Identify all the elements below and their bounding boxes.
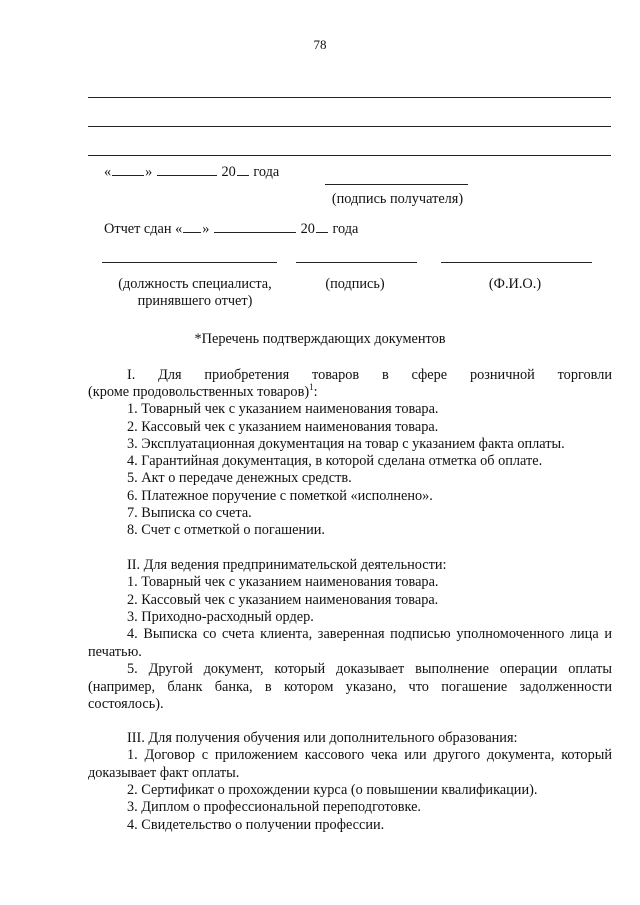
section3-item: 2. Сертификат о прохождении курса (о повышении квалификации). — [127, 782, 538, 798]
section1-item: 6. Платежное поручение с пометкой «исполнено». — [127, 488, 433, 504]
report-submitted-line — [104, 220, 358, 239]
quote-close: » — [145, 164, 153, 180]
blank-line-1 — [88, 97, 611, 98]
section2-item: 1. Товарный чек с указанием наименования товара. — [127, 574, 439, 590]
section1-item: 3. Эксплуатационная документация на товар с указанием факта оплаты. — [127, 436, 565, 452]
receipt-date-line — [104, 163, 279, 182]
section1-item: 4. Гарантийная документация, в которой сделана отметка об оплате. — [127, 453, 543, 469]
section2-item: 4. Выписка со счета клиента, заверенная подписью уполномоченного лица и печатью. — [88, 626, 612, 660]
report-month-blank — [214, 220, 296, 233]
section1-heading-line2 — [88, 384, 318, 402]
report-submitted-label: Отчет сдан « — [104, 221, 183, 237]
day-blank — [112, 163, 144, 176]
section1-heading-colon: : — [313, 384, 318, 400]
section2-heading: II. Для ведения предпринимательской деятельности: — [127, 557, 447, 573]
report-year-blank — [316, 220, 328, 233]
section1-item: 2. Кассовый чек с указанием наименования товара. — [127, 419, 439, 435]
section1-item: 1. Товарный чек с указанием наименования товара. — [127, 401, 439, 417]
signature-line — [296, 262, 417, 263]
documents-title: *Перечень подтверждающих документов — [194, 331, 446, 347]
section1-item: 7. Выписка со счета. — [127, 505, 252, 521]
name-signature-line — [441, 262, 592, 263]
section3-item: 4. Свидетельство о получении профессии. — [127, 817, 385, 833]
footnote-mark: 1 — [309, 382, 314, 393]
quote-open: « — [104, 164, 112, 180]
section2-item: 2. Кассовый чек с указанием наименования товара. — [127, 592, 439, 608]
page-number: 78 — [313, 37, 327, 52]
section3-heading: III. Для получения обучения или дополнительного образования: — [127, 730, 518, 746]
position-signature-line — [102, 262, 277, 263]
report-year-prefix: 20 — [300, 221, 315, 237]
report-year-suffix: года — [332, 221, 359, 237]
section1-item: 8. Счет с отметкой о погашении. — [127, 522, 325, 538]
year-suffix: года — [253, 164, 280, 180]
position-caption: (должность специалиста, принявшего отчет) — [118, 276, 272, 309]
name-caption: (Ф.И.О.) — [488, 276, 542, 292]
section3-item: 1. Договор с приложением кассового чека или другого документа, который доказывает факт оплаты. — [88, 747, 612, 781]
blank-line-2 — [88, 126, 611, 127]
recipient-signature-line — [325, 184, 468, 185]
blank-line-3 — [88, 155, 611, 156]
section1-heading-text: (кроме продовольственных товаров) — [88, 384, 310, 400]
signature-caption: (подпись) — [325, 276, 385, 292]
section2-item: 3. Приходно-расходный ордер. — [127, 609, 314, 625]
recipient-signature-caption: (подпись получателя) — [331, 191, 464, 207]
section3-item: 3. Диплом о профессиональной переподготовке. — [127, 799, 422, 815]
year-prefix: 20 — [221, 164, 236, 180]
report-quote-close: » — [202, 221, 210, 237]
month-blank — [157, 163, 217, 176]
section1-item: 5. Акт о передаче денежных средств. — [127, 470, 352, 486]
section2-item: 5. Другой документ, который доказывает выполнение операции оплаты (например, бланк банка, в котором указано, что погашение задолженности состоялось). — [88, 661, 612, 712]
report-day-blank — [183, 220, 201, 233]
section1-heading-line1: I. Для приобретения товаров в сфере розничной торговли — [127, 367, 612, 383]
year-blank — [237, 163, 249, 176]
